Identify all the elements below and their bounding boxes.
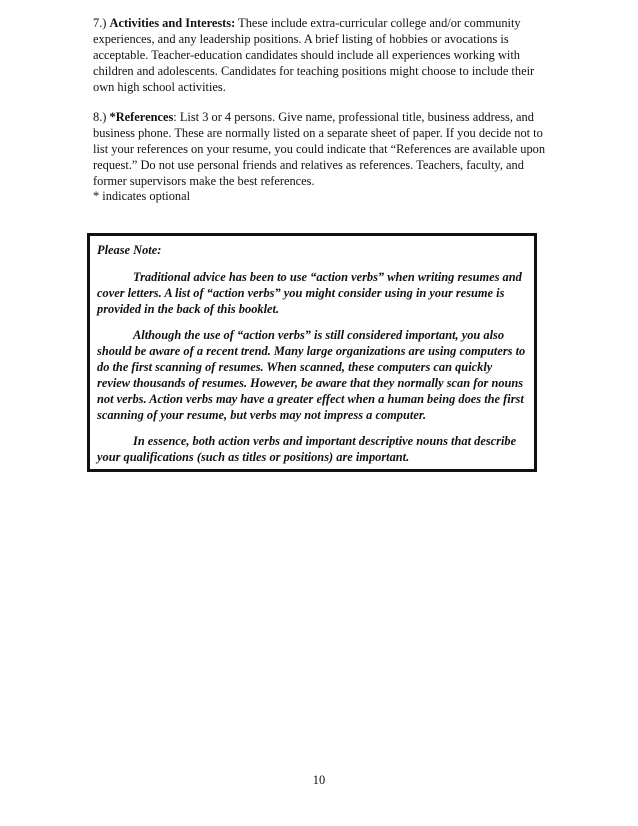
note-title: Please Note:	[97, 243, 162, 257]
item-number: 7.)	[93, 16, 107, 30]
page-number: 10	[312, 773, 326, 787]
item-heading: *References	[109, 110, 174, 124]
item-references	[93, 109, 548, 189]
item-body: These include extra-curricular college and/or community experiences, and any leadership positions. A brief listing of hobbies or avocations is acceptable. Teacher-education candidates should include all experiences working with children and adolescents. Candidates for teaching positions might choose to include their own high school activities.	[93, 16, 535, 94]
optional-footnote: * indicates optional	[93, 189, 191, 203]
item-number: 8.)	[93, 110, 107, 124]
note-paragraph: In essence, both action verbs and important descriptive nouns that describe your qualifications (such as titles or positions) are important.	[97, 434, 517, 464]
note-paragraph: Although the use of “action verbs” is still considered important, you also should be aware of a recent trend. Many large organizations are using computers to do the first scanning of resumes. When scanned, these computers can quickly review thousands of resumes. However, be aware that they normally scan for nouns not verbs. Action verbs may have a greater effect when a human being does the first scanning of your resume, but verbs may not impress a computer.	[97, 328, 526, 422]
note-paragraph: Traditional advice has been to use “action verbs” when writing resumes and cover letters. A list of “action verbs” you might consider using in your resume is provided in the back of this booklet.	[97, 270, 522, 316]
item-heading: Activities and Interests:	[109, 16, 236, 30]
item-activities-interests	[93, 15, 548, 95]
please-note-box	[87, 233, 537, 472]
item-body: : List 3 or 4 persons. Give name, professional title, business address, and business phone. These are normally listed on a separate sheet of paper. If you decide not to list your references on your resume, you could indicate that “References are available upon request.” Do not use personal friends and relatives as references. Teachers, faculty, and former supervisors make the best references.	[93, 110, 546, 188]
